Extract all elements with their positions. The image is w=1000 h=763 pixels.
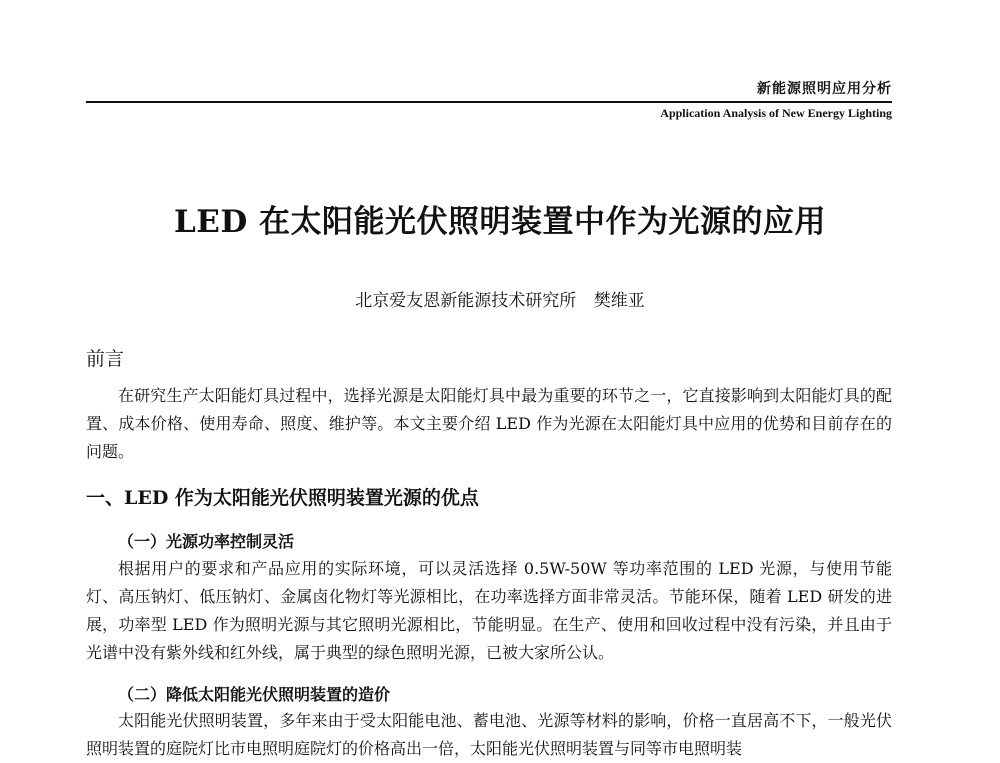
subsection-paragraph-1: 根据用户的要求和产品应用的实际环境，可以灵活选择 0.5W-50W 等功率范围的 LED 光源，与使用节能灯、高压钠灯、低压钠灯、金属卤化物灯等光源相比，在功率选择方面非常灵活。节能环保，随着 LED 研发的进展，功率型 LED 作为照明光源与其它照明光源相比，节能明显。在生产、使用和回收过程中没有污染，并且由于光谱中没有紫外线和红外线，属于典型的绿色照明光源，已被大家所公认。 [86, 559, 892, 662]
subsection-heading-1: （一）光源功率控制灵活 [118, 532, 295, 551]
subsection-paragraph-2: 太阳能光伏照明装置，多年来由于受太阳能电池、蓄电池、光源等材料的影响，价格一直居高不下，一般光伏照明装置的庭院灯比市电照明庭院灯的价格高出一倍，太阳能光伏照明装置与同等市电照明装 [86, 711, 892, 758]
subsection-heading-2: （二）降低太阳能光伏照明装置的造价 [118, 685, 391, 704]
preface-heading: 前言 [86, 348, 125, 370]
journal-section-title-en: Application Analysis of New Energy Lighting [660, 106, 892, 120]
preface-paragraph: 在研究生产太阳能灯具过程中，选择光源是太阳能灯具中最为重要的环节之一，它直接影响到太阳能灯具的配置、成本价格、使用寿命、照度、维护等。本文主要介绍 LED 作为光源在太阳能灯具中应用的优势和目前存在的问题。 [86, 386, 892, 461]
journal-section-title-cn: 新能源照明应用分析 [757, 81, 892, 97]
header-divider [86, 101, 892, 103]
author-affiliation: 北京爱友恩新能源技术研究所 樊维亚 [355, 291, 645, 311]
article-title: LED 在太阳能光伏照明装置中作为光源的应用 [173, 204, 827, 240]
section-heading: 一、LED 作为太阳能光伏照明装置光源的优点 [86, 487, 479, 509]
